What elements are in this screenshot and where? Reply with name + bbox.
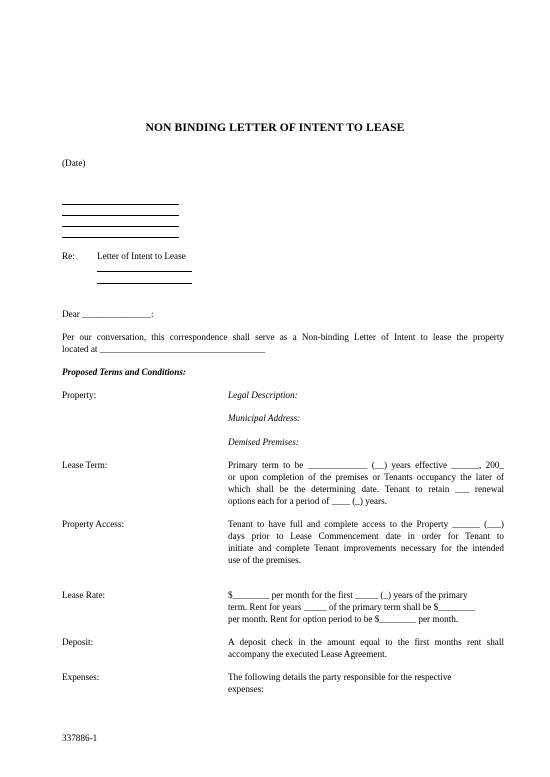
property-access-label: Property Access: bbox=[62, 519, 125, 529]
salutation: Dear _______________: bbox=[62, 309, 154, 319]
re-blank-line-1 bbox=[97, 271, 192, 272]
lease-term-line-3: which shall be the determining date. Tenant to retain ___ renewal bbox=[228, 484, 504, 494]
lease-rate-line-2: term. Rent for years _____ of the primary term shall be $________ bbox=[228, 602, 475, 612]
intro-line-1: Per our conversation, this correspondence shall serve as a Non-binding Letter of Intent to lease the property bbox=[62, 332, 504, 342]
re-subject: Letter of Intent to Lease bbox=[97, 251, 186, 261]
document-title: NON BINDING LETTER OF INTENT TO LEASE bbox=[145, 121, 405, 134]
address-line-2 bbox=[62, 215, 179, 216]
expenses-label: Expenses: bbox=[62, 672, 100, 682]
address-line-3 bbox=[62, 226, 179, 227]
lease-term-line-2: or upon completion of the premises or Tenants occupancy the later of bbox=[228, 472, 504, 482]
re-label: Re: bbox=[62, 251, 75, 261]
intro-line-2: located at ____________________________________ bbox=[62, 344, 266, 354]
property-access-line-1: Tenant to have full and complete access to the Property ______ (___) bbox=[228, 519, 504, 529]
demised-premises-label: Demised Premises: bbox=[228, 437, 299, 447]
footer-document-code: 337886-1 bbox=[62, 733, 98, 743]
deposit-line-2: accompany the executed Lease Agreement. bbox=[228, 649, 387, 659]
lease-term-line-1: Primary term to be _____________ (__) years effective ______, 200_ bbox=[228, 460, 504, 470]
property-label: Property: bbox=[62, 390, 97, 400]
property-access-line-3: initiate and complete Tenant improvements necessary for the intended bbox=[228, 543, 504, 553]
lease-rate-label: Lease Rate: bbox=[62, 590, 106, 600]
address-line-1 bbox=[62, 204, 179, 205]
property-access-line-2: days prior to Lease Commencement date in order for Tenant to bbox=[228, 531, 504, 541]
property-access-line-4: use of the premises. bbox=[228, 555, 301, 565]
expenses-line-2: expenses: bbox=[228, 684, 264, 694]
lease-term-line-4: options each for a period of ____ (_) years. bbox=[228, 496, 387, 506]
address-line-4 bbox=[62, 237, 179, 238]
lease-rate-line-1: $________ per month for the first _____ (_) years of the primary bbox=[228, 590, 468, 600]
deposit-line-1: A deposit check in the amount equal to the first months rent shall bbox=[228, 637, 504, 647]
date-placeholder: (Date) bbox=[62, 158, 86, 168]
lease-term-label: Lease Term: bbox=[62, 460, 108, 470]
municipal-address-label: Municipal Address: bbox=[228, 413, 301, 423]
re-blank-line-2 bbox=[97, 283, 192, 284]
section-heading: Proposed Terms and Conditions: bbox=[62, 367, 186, 377]
legal-description-label: Legal Description: bbox=[228, 390, 298, 400]
deposit-label: Deposit: bbox=[62, 637, 94, 647]
lease-rate-line-3: per month. Rent for option period to be $________ per month. bbox=[228, 614, 459, 624]
expenses-line-1: The following details the party responsible for the respective bbox=[228, 672, 452, 682]
